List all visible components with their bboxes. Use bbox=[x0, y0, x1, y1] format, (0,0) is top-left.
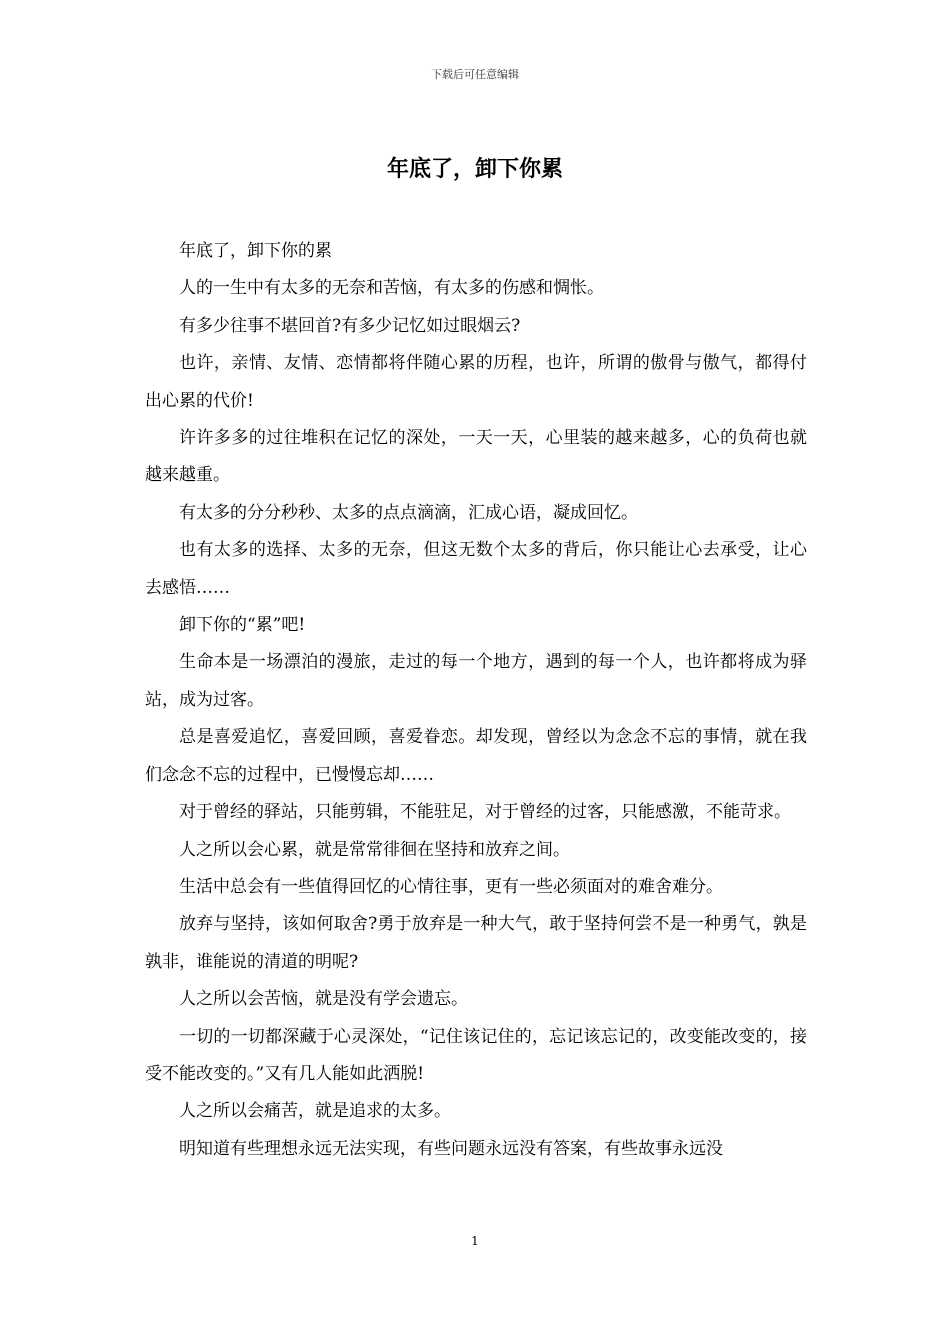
paragraph: 一切的一切都深藏于心灵深处，“记住该记住的，忘记该忘记的，改变能改变的，接受不能改变的。”又有几人能如此洒脱! bbox=[145, 1026, 807, 1084]
paragraph: 放弃与坚持，该如何取舍?勇于放弃是一种大气，敢于坚持何尝不是一种勇气，孰是孰非，谁能说的清道的明呢? bbox=[145, 914, 807, 972]
document-title: 年底了，卸下你累 bbox=[386, 156, 563, 182]
paragraph: 人之所以会心累，就是常常徘徊在坚持和放弃之间。 bbox=[179, 839, 570, 860]
paragraph: 有多少往事不堪回首?有多少记忆如过眼烟云? bbox=[179, 315, 521, 336]
page-number: 1 bbox=[471, 1234, 479, 1248]
page-header-note: 下载后可任意编辑 bbox=[431, 68, 519, 81]
paragraph: 人之所以会痛苦，就是追求的太多。 bbox=[179, 1101, 451, 1122]
paragraph: 有太多的分分秒秒、太多的点点滴滴，汇成心语，凝成回忆。 bbox=[179, 502, 638, 523]
paragraph: 生命本是一场漂泊的漫旅，走过的每一个地方，遇到的每一个人，也许都将成为驿站，成为过客。 bbox=[145, 652, 807, 710]
paragraph: 人之所以会苦恼，就是没有学会遗忘。 bbox=[179, 989, 468, 1010]
paragraph: 总是喜爱追忆，喜爱回顾，喜爱眷恋。却发现，曾经以为念念不忘的事情，就在我们念念不忘的过程中，已慢慢忘却…… bbox=[145, 727, 807, 785]
document-body bbox=[145, 233, 807, 1168]
paragraph: 年底了，卸下你的累 bbox=[179, 241, 332, 261]
paragraph: 也有太多的选择、太多的无奈，但这无数个太多的背后，你只能让心去承受，让心去感悟…… bbox=[145, 540, 807, 598]
paragraph: 卸下你的“累”吧! bbox=[179, 615, 306, 636]
paragraph: 生活中总会有一些值得回忆的心情往事，更有一些必须面对的难舍难分。 bbox=[179, 876, 723, 897]
paragraph: 也许，亲情、友情、恋情都将伴随心累的历程，也许，所谓的傲骨与傲气，都得付出心累的代价! bbox=[145, 353, 807, 411]
paragraph: 明知道有些理想永远无法实现，有些问题永远没有答案，有些故事永远没 bbox=[179, 1138, 723, 1159]
paragraph: 对于曾经的驿站，只能剪辑，不能驻足，对于曾经的过客，只能感激，不能苛求。 bbox=[179, 802, 791, 823]
paragraph: 许许多多的过往堆积在记忆的深处，一天一天，心里装的越来越多，心的负荷也就越来越重。 bbox=[145, 428, 807, 486]
paragraph: 人的一生中有太多的无奈和苦恼，有太多的伤感和惆怅。 bbox=[179, 278, 604, 299]
